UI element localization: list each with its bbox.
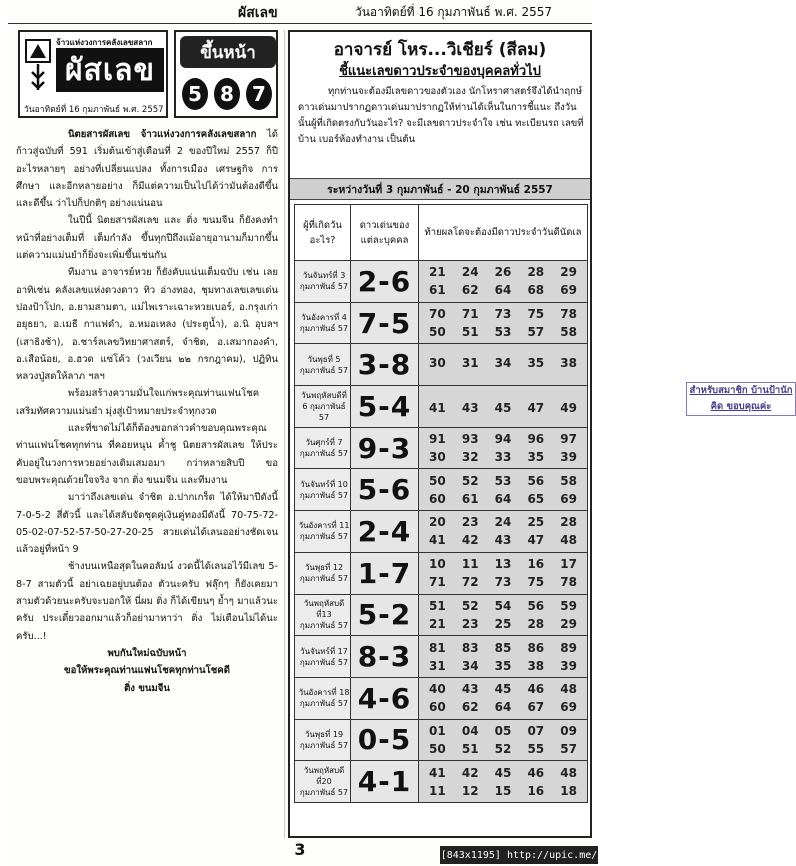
table-row <box>295 552 588 594</box>
lucky-number: 50 <box>429 741 446 756</box>
table-row <box>295 261 588 303</box>
badge-number: 5 <box>182 78 208 110</box>
lucky-number: 34 <box>461 658 479 673</box>
lucky-number: 58 <box>560 473 577 488</box>
lucky-number: 31 <box>461 355 479 370</box>
row-star-number: 8-3 <box>351 636 419 678</box>
lucky-number: 05 <box>494 723 512 738</box>
box-subtitle: ชี้แนะเลขดาวประจำของบุคคลทั่วไป <box>339 64 541 79</box>
row-number-set <box>419 469 588 511</box>
lucky-number: 39 <box>560 658 577 673</box>
row-star-number: 2-4 <box>351 511 419 553</box>
lucky-number: 35 <box>527 355 545 370</box>
table-row <box>295 511 588 553</box>
lucky-number: 51 <box>461 325 479 340</box>
lucky-number: 32 <box>461 450 479 465</box>
lucky-number: 50 <box>429 325 446 340</box>
lucky-number: 62 <box>461 283 479 298</box>
lucky-number: 52 <box>494 741 512 756</box>
badge-number: 7 <box>246 78 272 110</box>
row-number-set <box>419 344 588 386</box>
lucky-number: 40 <box>429 682 446 697</box>
row-number-set <box>419 511 588 553</box>
lucky-number: 93 <box>461 432 479 447</box>
lucky-number: 41 <box>429 765 446 780</box>
row-number-set <box>419 594 588 636</box>
lucky-number: 57 <box>560 741 577 756</box>
lucky-number: 59 <box>560 598 577 613</box>
lucky-number: 17 <box>560 557 577 572</box>
row-star-number: 5-4 <box>351 386 419 428</box>
row-date: วันจันทร์ที่ 3 กุมภาพันธ์ 57 <box>295 261 351 303</box>
table-row <box>295 427 588 469</box>
row-date: วันพฤหัสบดีที่20 กุมภาพันธ์ 57 <box>295 761 351 803</box>
article-paragraph: ในปีนี้ นิตยสารผัสเลข และ ติ่ง ขนมจีน ก็ยังคงทำหน้าที่อย่างเต็มที่ เต็มกำลัง ขึ้นทุกปีถึงแม้อายุอานามก็มากขึ้น แต่ความแม่นยำก็ยิ่งจะเพิ่มขึ้นเช่นกัน <box>16 215 278 262</box>
lucky-number: 71 <box>429 575 446 590</box>
article-paragraph: และที่ขาดไม่ได้ก็ต้องขอกล่าวคำขอบคุณพระคุณท่านแฟนโชคทุกท่าน ที่คอยหนุน ค้ำชู นิตยสารผัสเลข ให้ประคับอยู่ในวงการหวยอย่างเดิมเสมอมา กว่าหลายสิบปี ขอขอบพระคุณด้วยใจจริง จาก ติ่ง ขนมจีน และทีมงาน <box>16 423 278 486</box>
row-star-number: 5-2 <box>351 594 419 636</box>
lucky-number: 15 <box>494 783 512 798</box>
table-row <box>295 636 588 678</box>
lucky-number: 43 <box>461 401 479 416</box>
lucky-number: 47 <box>527 533 545 548</box>
lucky-number: 26 <box>494 265 512 280</box>
row-date: วันพฤหัสบดีที่13 กุมภาพันธ์ 57 <box>295 594 351 636</box>
row-number-set <box>419 677 588 719</box>
row-star-number: 3-8 <box>351 344 419 386</box>
table-row <box>295 719 588 761</box>
lucky-number: 25 <box>494 616 512 631</box>
lucky-number: 11 <box>429 783 446 798</box>
lucky-number: 34 <box>494 355 512 370</box>
col-header-birthday: ผู้ที่เกิดวันอะไร? <box>295 205 351 261</box>
lucky-number: 28 <box>527 265 545 280</box>
lucky-number: 58 <box>560 325 577 340</box>
table-row <box>295 302 588 344</box>
header-magazine-name: ผัสเลข <box>238 4 278 21</box>
lucky-number: 78 <box>560 307 577 322</box>
row-star-number: 9-3 <box>351 427 419 469</box>
table-row <box>295 469 588 511</box>
lucky-number: 61 <box>461 491 479 506</box>
lucky-number: 94 <box>494 432 512 447</box>
lucky-number: 53 <box>494 325 512 340</box>
badge-numbers <box>182 78 272 110</box>
lucky-number: 29 <box>560 616 577 631</box>
member-note: สำหรับสมาชิก บ้านป้านักคิด ขอบคุณค่ะ <box>686 382 796 416</box>
row-star-number: 7-5 <box>351 302 419 344</box>
lucky-number: 47 <box>527 401 545 416</box>
lucky-number: 89 <box>560 640 577 655</box>
lucky-number: 11 <box>461 557 479 572</box>
badge-number: 8 <box>214 78 240 110</box>
lucky-number: 42 <box>461 765 479 780</box>
magazine-page <box>8 0 793 866</box>
lucky-number: 25 <box>527 515 545 530</box>
lucky-number: 29 <box>560 265 577 280</box>
lucky-number: 91 <box>429 432 446 447</box>
row-number-set <box>419 719 588 761</box>
lucky-number: 75 <box>527 575 545 590</box>
date-range: ระหว่างวันที่ 3 กุมภาพันธ์ - 20 กุมภาพันธ์ 2557 <box>290 178 590 200</box>
lucky-number: 83 <box>461 640 479 655</box>
lucky-number: 67 <box>527 700 545 715</box>
lucky-number: 85 <box>494 640 512 655</box>
lucky-number: 31 <box>429 658 446 673</box>
lucky-number: 38 <box>527 658 545 673</box>
closing-line: ขอให้พระคุณท่านแฟนโชคทุกท่านโชคดี <box>64 665 230 677</box>
lucky-number: 41 <box>429 533 446 548</box>
col-header-star: ดาวเด่นของแต่ละบุคคล <box>351 205 419 261</box>
row-star-number: 5-6 <box>351 469 419 511</box>
lucky-number: 53 <box>494 473 512 488</box>
lucky-number: 78 <box>560 575 577 590</box>
highlight-badge <box>174 30 278 118</box>
lucky-number: 20 <box>429 515 446 530</box>
lucky-number: 30 <box>429 355 446 370</box>
lucky-number: 01 <box>429 723 446 738</box>
lucky-number: 21 <box>429 265 446 280</box>
lucky-number: 35 <box>527 450 545 465</box>
lucky-number: 45 <box>494 682 512 697</box>
lucky-number: 64 <box>494 700 512 715</box>
lucky-number: 21 <box>429 616 446 631</box>
row-date: วันอังคารที่ 18 กุมภาพันธ์ 57 <box>295 677 351 719</box>
row-number-set <box>419 761 588 803</box>
lucky-number: 73 <box>494 307 512 322</box>
lucky-number: 62 <box>461 700 479 715</box>
masthead-title: ผัสเลข <box>56 48 164 92</box>
lucky-number: 54 <box>494 598 512 613</box>
row-date: วันจันทร์ที่ 17 กุมภาพันธ์ 57 <box>295 636 351 678</box>
lucky-number: 73 <box>494 575 512 590</box>
lucky-number: 07 <box>527 723 545 738</box>
lucky-number: 55 <box>527 741 545 756</box>
lucky-number: 97 <box>560 432 577 447</box>
lucky-number: 10 <box>429 557 446 572</box>
closing-line: พบกันใหม่ฉบับหน้า <box>107 647 187 659</box>
row-number-set <box>419 636 588 678</box>
lucky-number: 69 <box>560 700 577 715</box>
page-number: 3 <box>294 840 306 859</box>
article-paragraph: มาว่าถึงเลขเด่น จำชิต อ.ปากเกร็ด ได้ให้มาปีดังนี้ 7-0-5-2 สี่ตัวนี้ และได้สลับจัดชุดคู่เงินคู่ทองมีดังนี้ 70-75-72-05-02-07-52-57-50-27-20-25 สวยเด่นได้เลนออย่างชัดเจนแล้วอยู่ที่หน้า 9 <box>16 492 278 556</box>
lucky-number: 39 <box>560 450 577 465</box>
lucky-number: 18 <box>560 783 577 798</box>
lucky-number: 52 <box>461 473 479 488</box>
lucky-number: 48 <box>560 682 577 697</box>
lucky-number: 61 <box>429 283 446 298</box>
lucky-number: 68 <box>527 283 545 298</box>
badge-title: ขึ้นหน้า <box>180 36 276 68</box>
row-date: วันพฤหัสบดีที่ 6 กุมภาพันธ์ 57 <box>295 386 351 428</box>
lucky-number: 04 <box>461 723 479 738</box>
lucky-number: 16 <box>527 783 545 798</box>
lucky-number: 96 <box>527 432 545 447</box>
lucky-number: 65 <box>527 491 545 506</box>
row-star-number: 0-5 <box>351 719 419 761</box>
lucky-number: 64 <box>494 491 512 506</box>
row-date: วันพุธที่ 5 กุมภาพันธ์ 57 <box>295 344 351 386</box>
row-number-set <box>419 552 588 594</box>
lucky-number: 70 <box>429 307 446 322</box>
lucky-number: 46 <box>527 682 545 697</box>
table-row <box>295 386 588 428</box>
row-date: วันพุธที่ 12 กุมภาพันธ์ 57 <box>295 552 351 594</box>
row-number-set <box>419 261 588 303</box>
lucky-number: 71 <box>461 307 479 322</box>
col-header-numbers: ท้ายผลโดจะต้องมีดาวประจำวันดีนัดเล <box>419 205 588 261</box>
row-number-set <box>419 302 588 344</box>
lucky-number: 48 <box>560 533 577 548</box>
lucky-number: 50 <box>429 473 446 488</box>
row-star-number: 2-6 <box>351 261 419 303</box>
lucky-number: 56 <box>527 598 545 613</box>
lucky-number: 45 <box>494 401 512 416</box>
lucky-number: 46 <box>527 765 545 780</box>
article-lead: นิตยสารผัสเลข จ้าวแห่งวงการคลังเลขสลาก <box>68 129 257 140</box>
lucky-number: 49 <box>560 401 577 416</box>
lucky-number: 69 <box>560 283 577 298</box>
lucky-number: 09 <box>560 723 577 738</box>
row-date: วันอังคารที่ 11 กุมภาพันธ์ 57 <box>295 511 351 553</box>
article-paragraph: พร้อมสร้างความมั่นใจแก่พระคุณท่านแฟนโชคเสริมทัศความแม่นยำ มุ่งสู่เป้าหมายประจำทุกงวด <box>16 388 260 417</box>
row-star-number: 4-6 <box>351 677 419 719</box>
article-paragraph: ทีมงาน อาจารย์หวย ก็ยังคับแน่นเต็มฉบับ เช่น เลย อาทิเช่น คลังเลขแห่งดวงดาว ทิว อ่างทอง, ชุมทางเลขเลขเด่น ปองป้าโปก, อ.ยามสามตา, แม่ไพเราะเฉาะหวยเบอร์, อ.กรุงเก่า อยุธยา, อ.เมธี กาแฟดำ, อ.หมอเหลง (ประตูน้ำ), อ.นิ อุบลฯ (เสาธิงช้า), อ.ชาร์ลเลขวิทยาศาสตร์, จำชิต, อ.เสมากองคำ, อ.เสือน้อย, อ.ฮวด แซ่โค้ว (วงเวียน ๒๒ กรกฎาคม), ปฏิทินหลวงปู่สดให้ลาภ ฯลฯ <box>16 267 278 383</box>
lucky-number: 43 <box>461 682 479 697</box>
box-title: อาจารย์ โหร...วิเชียร์ (สีลม) <box>333 40 547 60</box>
lucky-number: 24 <box>494 515 512 530</box>
lucky-number-box <box>288 30 793 838</box>
lucky-number: 23 <box>461 616 479 631</box>
row-date: วันศุกร์ที่ 7 กุมภาพันธ์ 57 <box>295 427 351 469</box>
lucky-number: 43 <box>494 533 512 548</box>
row-date: วันจันทร์ที่ 10 กุมภาพันธ์ 57 <box>295 469 351 511</box>
lucky-number: 64 <box>494 283 512 298</box>
row-date: วันพุธที่ 19 กุมภาพันธ์ 57 <box>295 719 351 761</box>
lucky-number: 60 <box>429 491 446 506</box>
lucky-number: 52 <box>461 598 479 613</box>
lucky-number: 24 <box>461 265 479 280</box>
page-header <box>8 2 592 24</box>
table-row <box>295 677 588 719</box>
lucky-number: 75 <box>527 307 545 322</box>
lucky-number: 60 <box>429 700 446 715</box>
box-intro: ทุกท่านจะต้องมีเลขดาวของตัวเอง นักโหราศาสตร์จึงได้นำฤกษ์ดาวเด่นมาปรากฏดาวเด่นมาปรากฏให้ท่านได้เห็นในการชี้แนะ ถึงวันนั้นผู้ที่เกิดตรงกับวันอะไร? จะมีเลขดาวประจำใจ เช่น ทะเบียนรถ เลขที่บ้าน เบอร์ห้องทำงาน เป็นต้น <box>298 86 584 145</box>
lucky-number: 28 <box>527 616 545 631</box>
lucky-number: 33 <box>494 450 512 465</box>
header-date: วันอาทิตย์ที่ 16 กุมภาพันธ์ พ.ศ. 2557 <box>354 5 552 19</box>
closing-signature: ติ่ง ขนมจีน <box>124 682 170 694</box>
lucky-number: 35 <box>494 658 512 673</box>
row-number-set <box>419 427 588 469</box>
lucky-number: 56 <box>527 473 545 488</box>
lucky-number: 81 <box>429 640 446 655</box>
source-tag: [843x1195] http://upic.me/ <box>440 846 598 864</box>
table-row <box>295 594 588 636</box>
logo-icon <box>24 38 52 92</box>
lucky-number: 28 <box>560 515 577 530</box>
lucky-number: 41 <box>429 401 446 416</box>
lucky-number: 51 <box>429 598 446 613</box>
row-date: วันอังคารที่ 4 กุมภาพันธ์ 57 <box>295 302 351 344</box>
lucky-number: 86 <box>527 640 545 655</box>
lucky-table <box>294 204 588 803</box>
article-paragraph: ช้างบนเหนือสุดในคอลัมน์ งวดนี้ได้เลนอไว้มีเลข 5-8-7 สามตัวนี้ อย่าเฉยอยู่บนต้อง ตัวนะครับ ฟลุ๊กๆ ก็ยังเคยมาสามตัวด้วยนะครับจะบอกให้ นี่ผม ติ่ง ก็ได้เขียนๆ ย้ำๆ มาแล้วนะครับ ประเดี๋ยวออกมาแล้วก็อย่ามาหาว่า ติ่ง ไม่เตือนไม่ได้นะครับ...! <box>16 561 278 642</box>
column-divider <box>284 30 285 838</box>
lucky-number: 48 <box>560 765 577 780</box>
lucky-number: 13 <box>494 557 512 572</box>
table-row <box>295 344 588 386</box>
lucky-number: 57 <box>527 325 545 340</box>
lucky-number: 69 <box>560 491 577 506</box>
masthead-tagline: จ้าวแห่งวงการคลังเลขสลาก <box>56 38 153 47</box>
row-number-set <box>419 386 588 428</box>
lucky-number: 16 <box>527 557 545 572</box>
lucky-number: 12 <box>461 783 479 798</box>
lucky-number: 72 <box>461 575 479 590</box>
article-paragraph: นิตยสารผัสเลข จ้าวแห่งวงการคลังเลขสลาก ได้ก้าวสู่ฉบับที่ 591 เริ่มต้นเข้าสู่เดือนที่ 2 ของปีใหม่ 2557 ก็ปีอะไรหลายๆ อย่างที่เปลี่ยนแปลง ทั้งการเมือง เศรษฐกิจ การศึกษา และอีกหลายอย่าง ก็มีแต่ความเป็นไปได้ว่ามันต้องดีขึ้น และดีขึ้น ว่าไปก็ปกติๆ อย่างแน่นอน <box>16 129 278 210</box>
lucky-number: 45 <box>494 765 512 780</box>
lucky-number: 23 <box>461 515 479 530</box>
article-column <box>16 126 278 838</box>
masthead-date: วันอาทิตย์ที่ 16 กุมภาพันธ์ พ.ศ. 2557 <box>24 105 164 115</box>
masthead <box>18 30 168 118</box>
lucky-number: 30 <box>429 450 446 465</box>
lucky-number: 51 <box>461 741 479 756</box>
row-star-number: 1-7 <box>351 552 419 594</box>
lucky-number: 42 <box>461 533 479 548</box>
row-star-number: 4-1 <box>351 761 419 803</box>
lucky-number: 38 <box>560 355 577 370</box>
table-row <box>295 761 588 803</box>
